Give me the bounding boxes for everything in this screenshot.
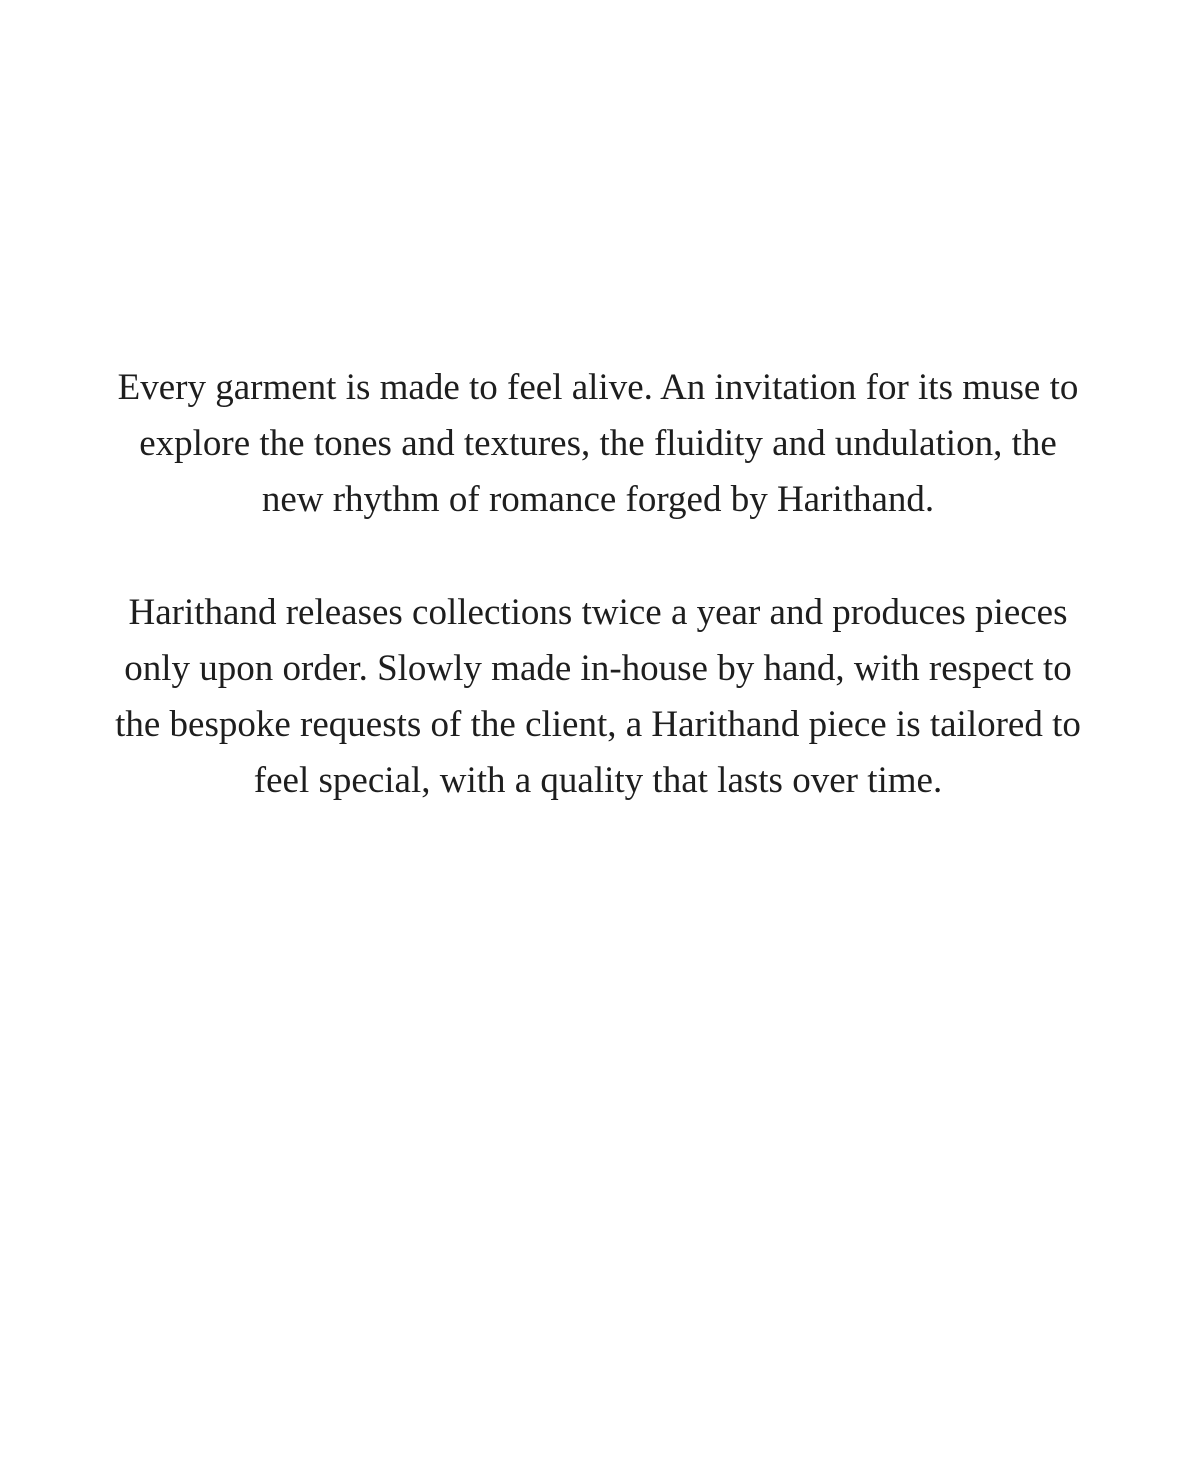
intro-paragraph: Every garment is made to feel alive. An invitation for its muse to explore the tones and textures, the fluidity and undulation, the new rhythm of romance forged by Harithand. (117, 367, 1079, 520)
brand-statement (110, 360, 1086, 809)
production-paragraph: Harithand releases collections twice a year and produces pieces only upon order. Slowly made in-house by hand, with respect to the bespoke requests of the client, a Harithand piece is tailored to feel special, with a quality that lasts over time. (115, 592, 1081, 801)
